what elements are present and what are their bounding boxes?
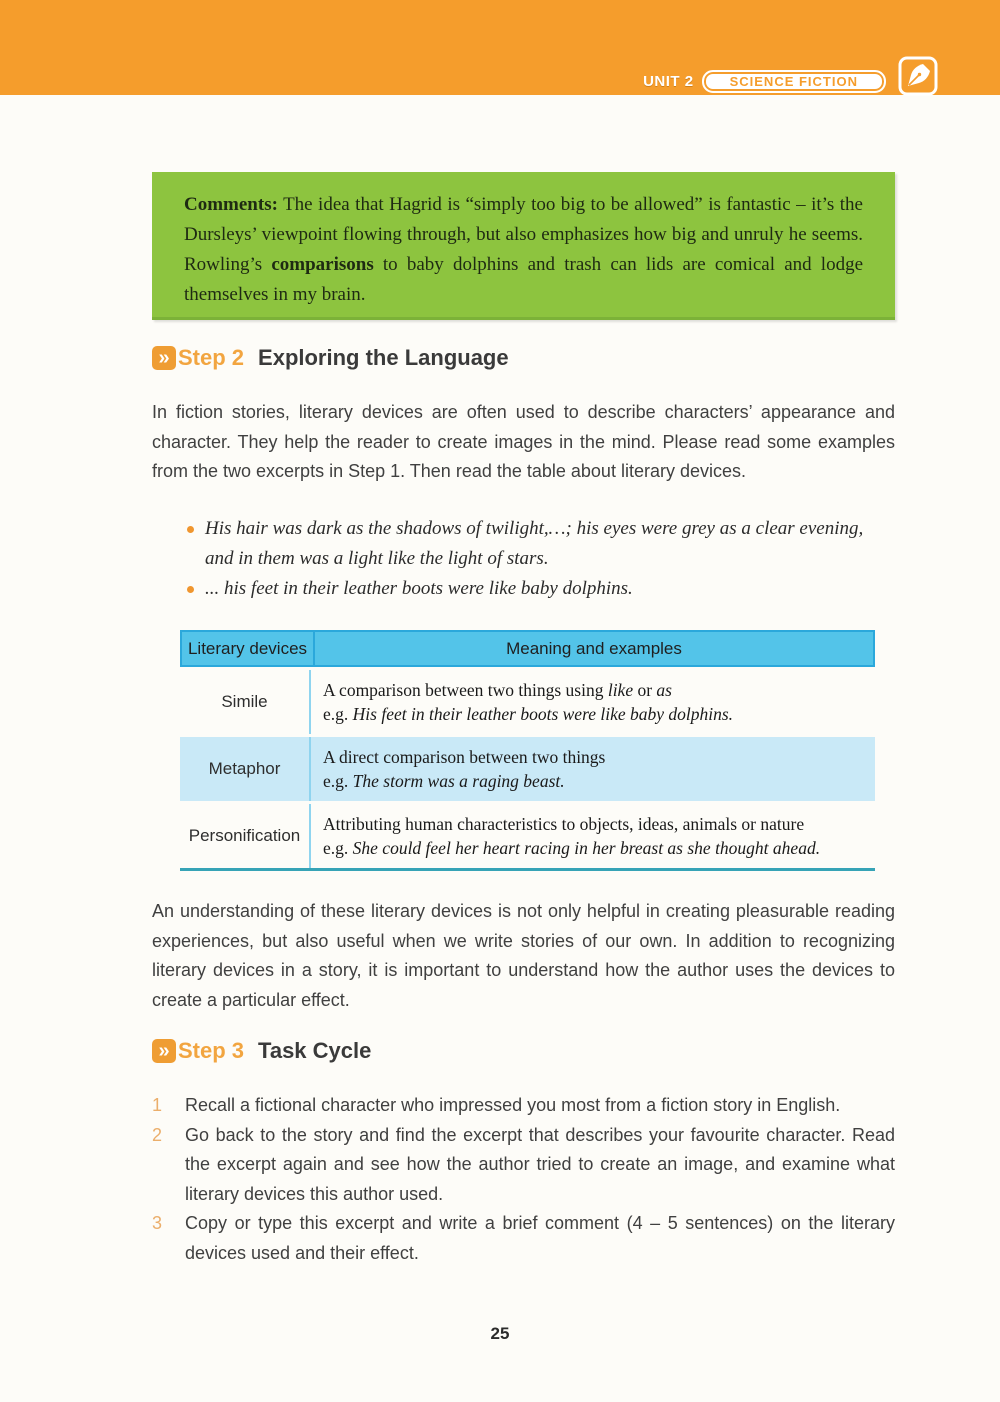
step3-label: Step 3 [178, 1038, 245, 1063]
device-meaning [311, 737, 875, 801]
meaning-text: A comparison between two things using [323, 680, 604, 700]
step3-heading [152, 1038, 371, 1064]
example-bullet-list [187, 514, 895, 604]
item-number: 1 [152, 1095, 163, 1115]
step2-label: Step 2 [178, 345, 245, 370]
example-text: She could feel her heart racing in her breast as she thought ahead. [352, 838, 821, 858]
example-label: e.g. [323, 704, 349, 724]
bullet-dot-icon [187, 586, 194, 593]
double-chevron-right-icon: » [152, 1039, 176, 1063]
step3-title: Task Cycle [258, 1038, 372, 1063]
table-header-row [180, 630, 875, 667]
list-item [187, 514, 895, 574]
device-name: Simile [180, 670, 311, 734]
list-item [187, 574, 895, 604]
device-meaning [311, 804, 875, 868]
meaning-italic: like [607, 680, 634, 700]
comments-text-after: to baby dolphins and trash can lids are comical and lodge themselves in my brain. [184, 254, 864, 305]
step2-intro-paragraph: In fiction stories, literary devices are often used to describe characters’ appearance and character. They help the reader to create images in the mind. Please read some examples from the two excerpts in Step 1. Then read the table about literary devices. [152, 402, 895, 481]
step2-title: Exploring the Language [258, 345, 509, 370]
task-cycle-list [152, 1091, 895, 1268]
page-number: 25 [490, 1324, 510, 1343]
example-label: e.g. [323, 771, 349, 791]
unit-number-label: UNIT 2 [643, 72, 694, 90]
table-row [180, 734, 875, 801]
table-row [180, 801, 875, 868]
table-row [180, 667, 875, 734]
example-label: e.g. [323, 838, 349, 858]
table-header-device: Literary devices [182, 632, 315, 665]
meaning-text: or [637, 680, 653, 700]
pen-icon [898, 56, 938, 96]
comments-label: Comments: [184, 194, 278, 215]
example-text: The storm was a raging beast. [352, 771, 565, 791]
example-text: His feet in their leather boots were like baby dolphins. [352, 704, 734, 724]
bullet-dot-icon [187, 526, 194, 533]
item-number: 3 [152, 1213, 163, 1233]
meaning-text: A direct comparison between two things [323, 747, 606, 767]
step2-heading [152, 345, 509, 371]
meaning-text: Attributing human characteristics to objects, ideas, animals or nature [323, 814, 805, 834]
double-chevron-right-icon: » [152, 346, 176, 370]
item-text: Copy or type this excerpt and write a brief comment (4 – 5 sentences) on the literary devices used and their effect. [185, 1213, 895, 1263]
comments-bold-word: comparisons [271, 254, 374, 275]
list-item [152, 1209, 895, 1268]
device-name: Metaphor [180, 737, 311, 801]
list-item [152, 1091, 895, 1121]
comments-text-before: The idea that Hagrid is “simply too big to be allowed” is fantastic – it’s the Dursleys’ viewpoint flowing through, but also emphasizes how big and unruly he seems. Rowling’s [184, 194, 863, 275]
top-banner [0, 0, 1000, 95]
bullet-text: His hair was dark as the shadows of twilight,…; his eyes were grey as a clear evening, and in them was a light like the light of stars. [205, 518, 864, 569]
closing-paragraph: An understanding of these literary devices is not only helpful in creating pleasurable reading experiences, but also useful when we write stories of our own. In addition to recognizing literary devices in a story, it is important to understand how the author uses the devices to create a particular effect. [152, 901, 895, 1010]
item-text: Recall a fictional character who impressed you most from a fiction story in English. [185, 1095, 841, 1115]
banner-right-group [643, 56, 938, 96]
table-header-meaning: Meaning and examples [506, 638, 682, 658]
item-number: 2 [152, 1124, 163, 1145]
item-text: Go back to the story and find the excerpt that describes your favourite character. Read the excerpt again and see how the author tried to create an image, and examine what literary devices this author used. [185, 1124, 895, 1204]
comments-text [184, 190, 863, 310]
device-name: Personification [180, 804, 311, 868]
meaning-italic: as [656, 680, 672, 700]
list-item [152, 1121, 895, 1210]
bullet-text: ... his feet in their leather boots were like baby dolphins. [205, 578, 633, 599]
comments-box [152, 172, 895, 320]
literary-devices-table [180, 630, 875, 871]
device-meaning [311, 670, 875, 734]
unit-title-badge: SCIENCE FICTION [702, 70, 886, 93]
